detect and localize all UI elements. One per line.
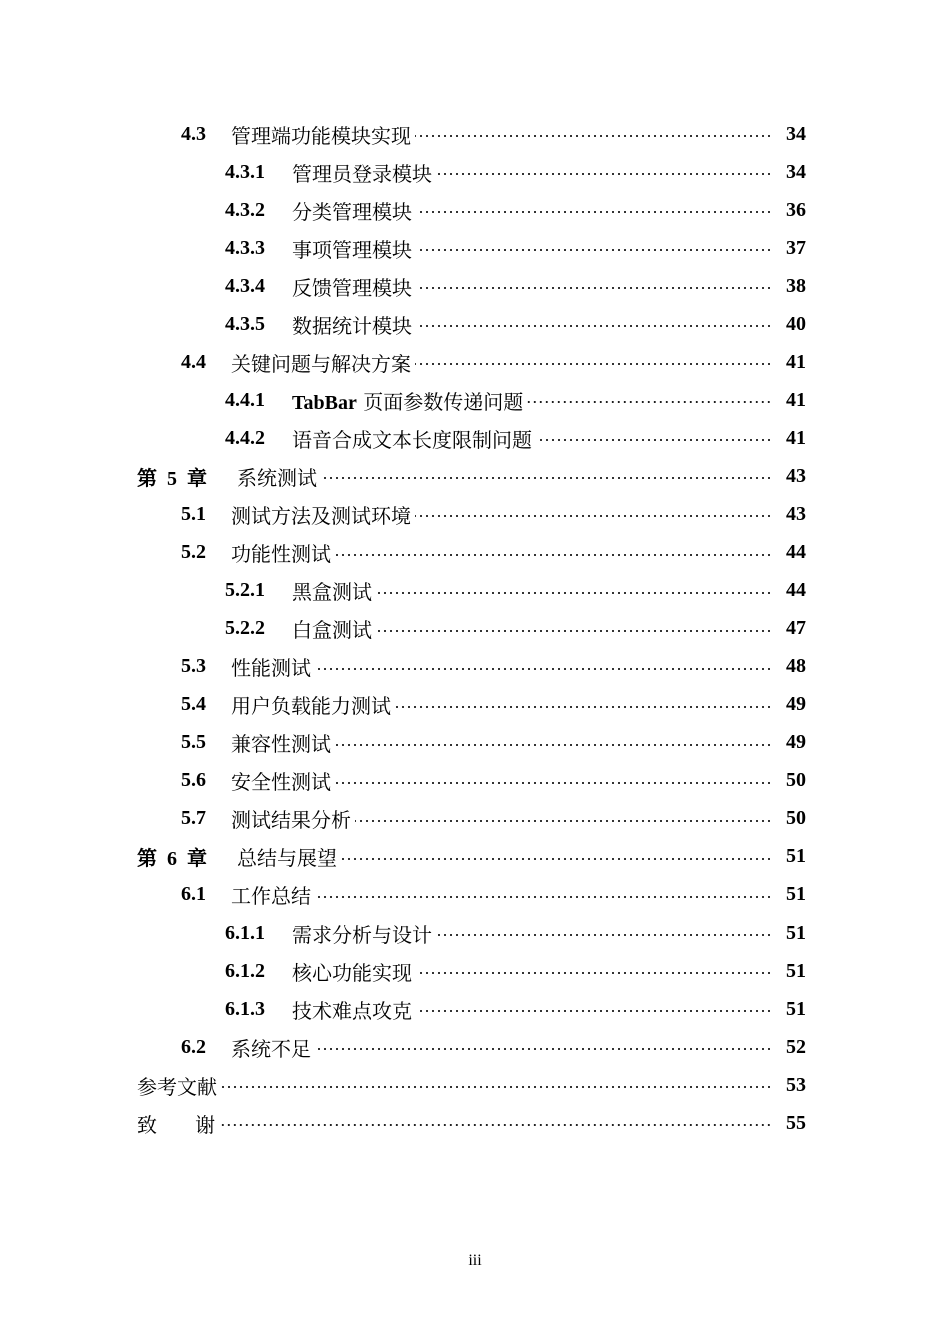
toc-entry-number: 4.3.4 (225, 274, 265, 297)
toc-entry[interactable] (0, 876, 950, 914)
toc-entry-title-text: 功能性测试 (231, 542, 331, 567)
toc-entry-title (231, 538, 331, 567)
toc-entry-title-text: 页面参数传递问题 (356, 389, 524, 414)
toc-entry[interactable] (0, 534, 950, 572)
toc-entry-page-number: 44 (786, 541, 806, 564)
toc-entry[interactable] (0, 267, 950, 305)
toc-entry-title-text: 语音合成文本长度限制问题 (292, 427, 532, 452)
toc-entry-number: 4.4.2 (225, 426, 265, 449)
page-number-footer: iii (468, 1252, 482, 1269)
toc-entry-title (292, 196, 412, 225)
toc-entry-number: 4.3 (181, 122, 206, 145)
toc-entry-title (231, 500, 411, 529)
toc-entry[interactable] (0, 191, 950, 229)
toc-entry-title-latin: TabBar (292, 391, 357, 414)
toc-entry-title-text: 黑盒测试 (292, 580, 372, 605)
dot-leader (416, 249, 772, 251)
table-of-contents (0, 115, 950, 1142)
dot-leader (315, 1048, 772, 1050)
toc-entry-title (292, 424, 532, 453)
dot-leader (219, 1124, 772, 1126)
toc-entry-number: 4.4 (181, 350, 206, 373)
toc-entry-number: 5.7 (181, 807, 206, 830)
toc-entry-page-number: 41 (786, 350, 806, 373)
toc-entry-title-text: 反馈管理模块 (292, 275, 412, 300)
toc-entry-title (231, 348, 411, 377)
toc-entry-number: 6.2 (181, 1035, 206, 1058)
dot-leader (415, 363, 772, 365)
toc-entry-page-number: 41 (786, 426, 806, 449)
toc-entry-title (231, 880, 311, 909)
toc-entry-title (292, 919, 432, 948)
toc-entry-page-number: 34 (786, 122, 806, 145)
toc-entry-title-text: 核心功能实现 (292, 960, 412, 985)
toc-entry-number: 5.2.2 (225, 617, 265, 640)
toc-entry-page-number: 43 (786, 502, 806, 525)
toc-entry-page-number: 50 (786, 769, 806, 792)
toc-entry-page-number: 53 (786, 1073, 806, 1096)
dot-leader (315, 668, 772, 670)
toc-entry-number: 第 5 章 (137, 467, 207, 490)
dot-leader (315, 896, 772, 898)
toc-entry-page-number: 51 (786, 997, 806, 1020)
toc-entry[interactable] (0, 381, 950, 419)
toc-entry[interactable] (0, 305, 950, 343)
toc-entry-title (137, 1109, 215, 1138)
toc-entry-number: 6.1.2 (225, 959, 265, 982)
toc-entry[interactable] (0, 572, 950, 610)
toc-entry-title (231, 766, 331, 795)
toc-entry-title-text: 需求分析与设计 (292, 922, 432, 947)
toc-entry-title-text: 兼容性测试 (231, 732, 331, 757)
toc-entry-title-text: 总结与展望 (237, 846, 337, 871)
toc-entry-title-text: 数据统计模块 (292, 313, 412, 338)
toc-entry-page-number: 41 (786, 388, 806, 411)
toc-entry[interactable] (0, 952, 950, 990)
dot-leader (335, 782, 772, 784)
toc-entry-page-number: 51 (786, 921, 806, 944)
toc-entry-title-text: 性能测试 (231, 656, 311, 681)
toc-entry-page-number: 38 (786, 274, 806, 297)
dot-leader (416, 211, 772, 213)
toc-entry-title (292, 310, 412, 339)
dot-leader (436, 173, 772, 175)
dot-leader (416, 1010, 772, 1012)
toc-entry-title-text: 白盒测试 (292, 618, 372, 643)
toc-entry-title-text: 致 谢 (137, 1112, 216, 1137)
toc-entry-page-number: 49 (786, 693, 806, 716)
toc-entry-page-number: 47 (786, 617, 806, 640)
toc-entry-title (292, 576, 372, 605)
toc-entry-title (231, 804, 351, 833)
dot-leader (335, 744, 772, 746)
toc-entry-page-number: 51 (786, 883, 806, 906)
toc-entry-title (292, 272, 412, 301)
toc-entry-title (292, 158, 432, 187)
toc-entry-number: 4.3.2 (225, 198, 265, 221)
toc-entry-title (137, 1071, 217, 1100)
toc-entry-title (292, 614, 372, 643)
toc-entry-page-number: 34 (786, 160, 806, 183)
toc-entry-page-number: 55 (786, 1111, 806, 1134)
toc-entry-title-text: 用户负载能力测试 (231, 694, 391, 719)
toc-entry-number: 6.1 (181, 883, 206, 906)
toc-entry-title (231, 690, 391, 719)
toc-entry-title (292, 957, 412, 986)
dot-leader (527, 401, 772, 403)
toc-entry[interactable] (0, 495, 950, 533)
dot-leader (376, 592, 772, 594)
toc-entry[interactable] (0, 800, 950, 838)
dot-leader (436, 934, 772, 936)
dot-leader (415, 135, 772, 137)
toc-entry[interactable] (0, 457, 950, 495)
toc-entry-title (231, 652, 311, 681)
toc-entry-page-number: 52 (786, 1035, 806, 1058)
toc-entry-title-text: 管理端功能模块实现 (231, 123, 411, 148)
toc-entry-page-number: 44 (786, 579, 806, 602)
toc-entry-title-text: 测试结果分析 (231, 808, 351, 833)
toc-entry-title (231, 120, 411, 149)
toc-entry-title (231, 1033, 311, 1062)
toc-entry-number: 5.2.1 (225, 579, 265, 602)
toc-entry-page-number: 40 (786, 312, 806, 335)
toc-entry[interactable] (0, 610, 950, 648)
toc-entry[interactable] (0, 343, 950, 381)
toc-entry-number: 5.5 (181, 731, 206, 754)
toc-entry-number: 6.1.1 (225, 921, 265, 944)
dot-leader (395, 706, 772, 708)
dot-leader (376, 630, 772, 632)
toc-entry-title (237, 462, 317, 491)
toc-entry-number: 6.1.3 (225, 997, 265, 1020)
toc-entry-number: 4.3.3 (225, 236, 265, 259)
dot-leader (416, 325, 772, 327)
toc-entry-number: 5.4 (181, 693, 206, 716)
toc-entry[interactable] (0, 686, 950, 724)
toc-entry[interactable] (0, 914, 950, 952)
toc-entry[interactable] (0, 1066, 950, 1104)
toc-entry-title-text: 工作总结 (231, 884, 311, 909)
toc-entry-number: 5.3 (181, 655, 206, 678)
toc-entry-number: 4.3.5 (225, 312, 265, 335)
toc-entry-page-number: 43 (786, 464, 806, 487)
toc-entry[interactable] (0, 153, 950, 191)
dot-leader (416, 287, 772, 289)
toc-entry-number: 4.3.1 (225, 160, 265, 183)
toc-entry-page-number: 50 (786, 807, 806, 830)
toc-entry-title-text: 技术难点攻克 (292, 998, 412, 1023)
toc-entry[interactable] (0, 229, 950, 267)
toc-entry-page-number: 49 (786, 731, 806, 754)
dot-leader (321, 477, 772, 479)
toc-entry[interactable] (0, 838, 950, 876)
toc-entry-title-text: 安全性测试 (231, 770, 331, 795)
toc-entry-title-text: 关键问题与解决方案 (231, 351, 411, 376)
toc-entry[interactable] (0, 990, 950, 1028)
toc-entry-number: 5.1 (181, 502, 206, 525)
dot-leader (355, 820, 772, 822)
toc-entry-number: 4.4.1 (225, 388, 265, 411)
toc-entry[interactable] (0, 419, 950, 457)
toc-entry[interactable] (0, 724, 950, 762)
toc-entry[interactable] (0, 762, 950, 800)
dot-leader (536, 439, 772, 441)
toc-entry[interactable] (0, 115, 950, 153)
toc-entry-title (292, 386, 523, 415)
toc-entry-title-text: 测试方法及测试环境 (231, 503, 411, 528)
dot-leader (415, 515, 772, 517)
toc-entry-title (237, 842, 337, 871)
toc-entry[interactable] (0, 1028, 950, 1066)
toc-entry-title-text: 事项管理模块 (292, 237, 412, 262)
toc-entry-number: 5.2 (181, 541, 206, 564)
toc-entry-page-number: 48 (786, 655, 806, 678)
toc-entry-page-number: 37 (786, 236, 806, 259)
dot-leader (341, 858, 772, 860)
toc-entry-number: 第 6 章 (137, 848, 207, 871)
dot-leader (221, 1086, 772, 1088)
toc-entry-title-text: 管理员登录模块 (292, 161, 432, 186)
toc-entry-title (231, 728, 331, 757)
toc-entry-title-text: 分类管理模块 (292, 199, 412, 224)
toc-entry-page-number: 51 (786, 845, 806, 868)
toc-entry-title (292, 234, 412, 263)
toc-entry-page-number: 51 (786, 959, 806, 982)
toc-entry-page-number: 36 (786, 198, 806, 221)
toc-entry-number: 5.6 (181, 769, 206, 792)
toc-entry[interactable] (0, 648, 950, 686)
dot-leader (335, 554, 772, 556)
toc-entry-title-text: 系统测试 (237, 465, 317, 490)
toc-entry-title (292, 995, 412, 1024)
toc-entry-title-text: 参考文献 (137, 1074, 217, 1099)
toc-entry[interactable] (0, 1104, 950, 1142)
dot-leader (416, 972, 772, 974)
toc-entry-title-text: 系统不足 (231, 1036, 311, 1061)
